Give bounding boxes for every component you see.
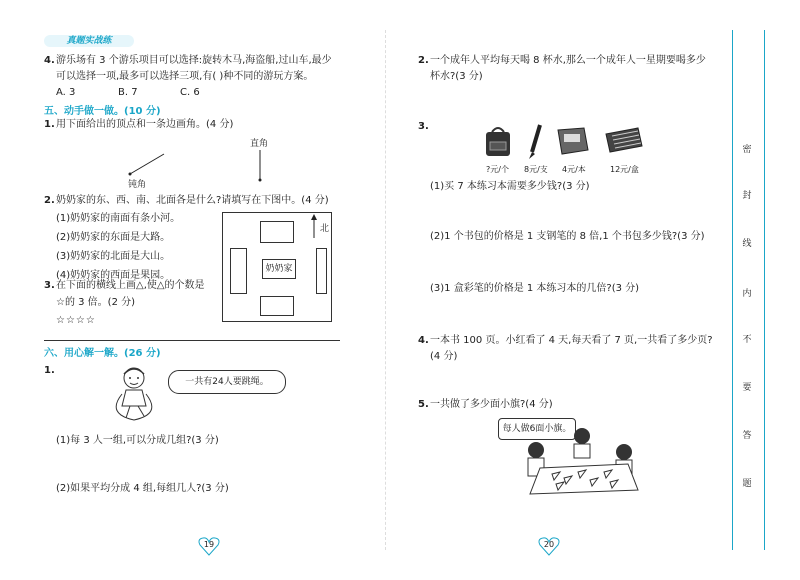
seal-line-right [764, 30, 765, 550]
girl-jumping-rope-illustration [104, 364, 164, 422]
obtuse-angle-vertex [129, 173, 132, 176]
obtuse-angle-label: 钝角 [128, 180, 147, 190]
seal-char-8: 题 [742, 479, 752, 489]
s5q2-number: 2. [44, 195, 55, 206]
south-answer-box[interactable] [260, 296, 294, 316]
q4-option-a: A. 3 [56, 87, 76, 98]
s5q2-text: 奶奶家的东、西、南、北面各是什么?请填写在下图中。(4 分) [56, 195, 329, 206]
s5q1-number: 1. [44, 119, 55, 130]
fountain-pen-icon [526, 122, 546, 160]
s6q1-sub1: (1)每 3 人一组,可以分成几组?(3 分) [56, 435, 219, 446]
q4-line1: 游乐场有 3 个游乐项目可以选择:旋转木马,海盗船,过山车,最少 [56, 55, 332, 66]
r-q5-text: 一共做了多少面小旗?(4 分) [430, 399, 553, 410]
backpack-icon [482, 124, 514, 158]
r-q3-sub2: (2)1 个书包的价格是 1 支钢笔的 8 倍,1 个书包多少钱?(3 分) [430, 231, 705, 242]
r-q2-line2: 杯水?(3 分) [430, 71, 483, 82]
s5q2-item-1: (1)奶奶家的南面有条小河。 [56, 213, 181, 224]
s5q3-line1: 在下面的横线上画△,使△的个数是 [56, 280, 205, 291]
seal-char-1: 密 [742, 145, 752, 155]
r-q3-sub3: (3)1 盒彩笔的价格是 1 本练习本的几倍?(3 分) [430, 283, 640, 294]
north-label: 北 [320, 224, 330, 234]
seal-char-6: 要 [742, 383, 752, 393]
r-q3-sub1: (1)买 7 本练习本需要多少钱?(3 分) [430, 181, 590, 192]
s5q3-line2: ☆的 3 倍。(2 分) [56, 297, 136, 308]
price-pen: 8元/支 [524, 165, 548, 174]
west-answer-box[interactable] [230, 248, 247, 294]
section-divider [44, 340, 340, 341]
price-backpack: ?元/个 [486, 165, 509, 174]
r-q4-number: 4. [418, 335, 429, 346]
r-q3-number: 3. [418, 121, 429, 132]
q4-line2: 可以选择一项,最多可以选择三项,有( )种不同的游玩方案。 [56, 71, 314, 82]
seal-char-7: 答 [742, 431, 752, 441]
grandma-house-center: 奶奶家 [262, 259, 296, 279]
seal-char-3: 线 [742, 239, 752, 249]
r-q4-line2: (4 分) [430, 351, 458, 362]
s6q1-sub2: (2)如果平均分成 4 组,每组几人?(3 分) [56, 483, 229, 494]
page-number-left: 19 [203, 540, 215, 549]
s5q1-text: 用下面给出的顶点和一条边画角。(4 分) [56, 119, 234, 130]
price-exercise-book: 4元/本 [562, 165, 586, 174]
section-5-title: 五、动手做一做。(10 分) [44, 106, 161, 117]
right-angle-label: 直角 [250, 139, 269, 149]
s5q3-stars: ☆☆☆☆ [56, 315, 96, 326]
r-q4-line1: 一本书 100 页。小红看了 4 天,每天看了 7 页,一共看了多少页? [430, 335, 713, 346]
r-q5-number: 5. [418, 399, 429, 410]
page-spine [385, 30, 386, 550]
seal-char-2: 封 [742, 191, 752, 201]
s5q2-item-2: (2)奶奶家的东面是大路。 [56, 232, 171, 243]
obtuse-angle-edge [130, 154, 164, 174]
speech-bubble-jump-rope: 一共有24人要跳绳。 [168, 370, 286, 394]
seal-char-4: 内 [742, 289, 752, 299]
q4-number: 4. [44, 55, 55, 66]
page-number-right: 20 [543, 540, 555, 549]
s5q2-item-4: (4)奶奶家的西面是果园。 [56, 270, 171, 281]
price-colored-pencils: 12元/盒 [610, 165, 639, 174]
r-q2-line1: 一个成年人平均每天喝 8 杯水,那么一个成年人一星期要喝多少 [430, 55, 706, 66]
s6q1-number: 1. [44, 365, 55, 376]
s5q3-number: 3. [44, 280, 55, 291]
seal-line-left [732, 30, 733, 550]
q4-option-b: B. 7 [118, 87, 138, 98]
section-header-pill: 真题实战练 [44, 35, 134, 47]
north-answer-box[interactable] [260, 221, 294, 243]
section-6-title: 六、用心解一解。(26 分) [44, 348, 161, 359]
east-answer-box[interactable] [316, 248, 327, 294]
children-making-flags-illustration [520, 424, 644, 500]
seal-char-5: 不 [742, 335, 752, 345]
colored-pencils-box-icon [604, 126, 644, 156]
right-angle-vertex [259, 179, 262, 182]
exercise-book-icon [556, 126, 590, 156]
r-q2-number: 2. [418, 55, 429, 66]
speech-bubble-flags: 每人做6面小旗。 [498, 418, 576, 440]
q4-option-c: C. 6 [180, 87, 200, 98]
s5q2-item-3: (3)奶奶家的北面是大山。 [56, 251, 171, 262]
